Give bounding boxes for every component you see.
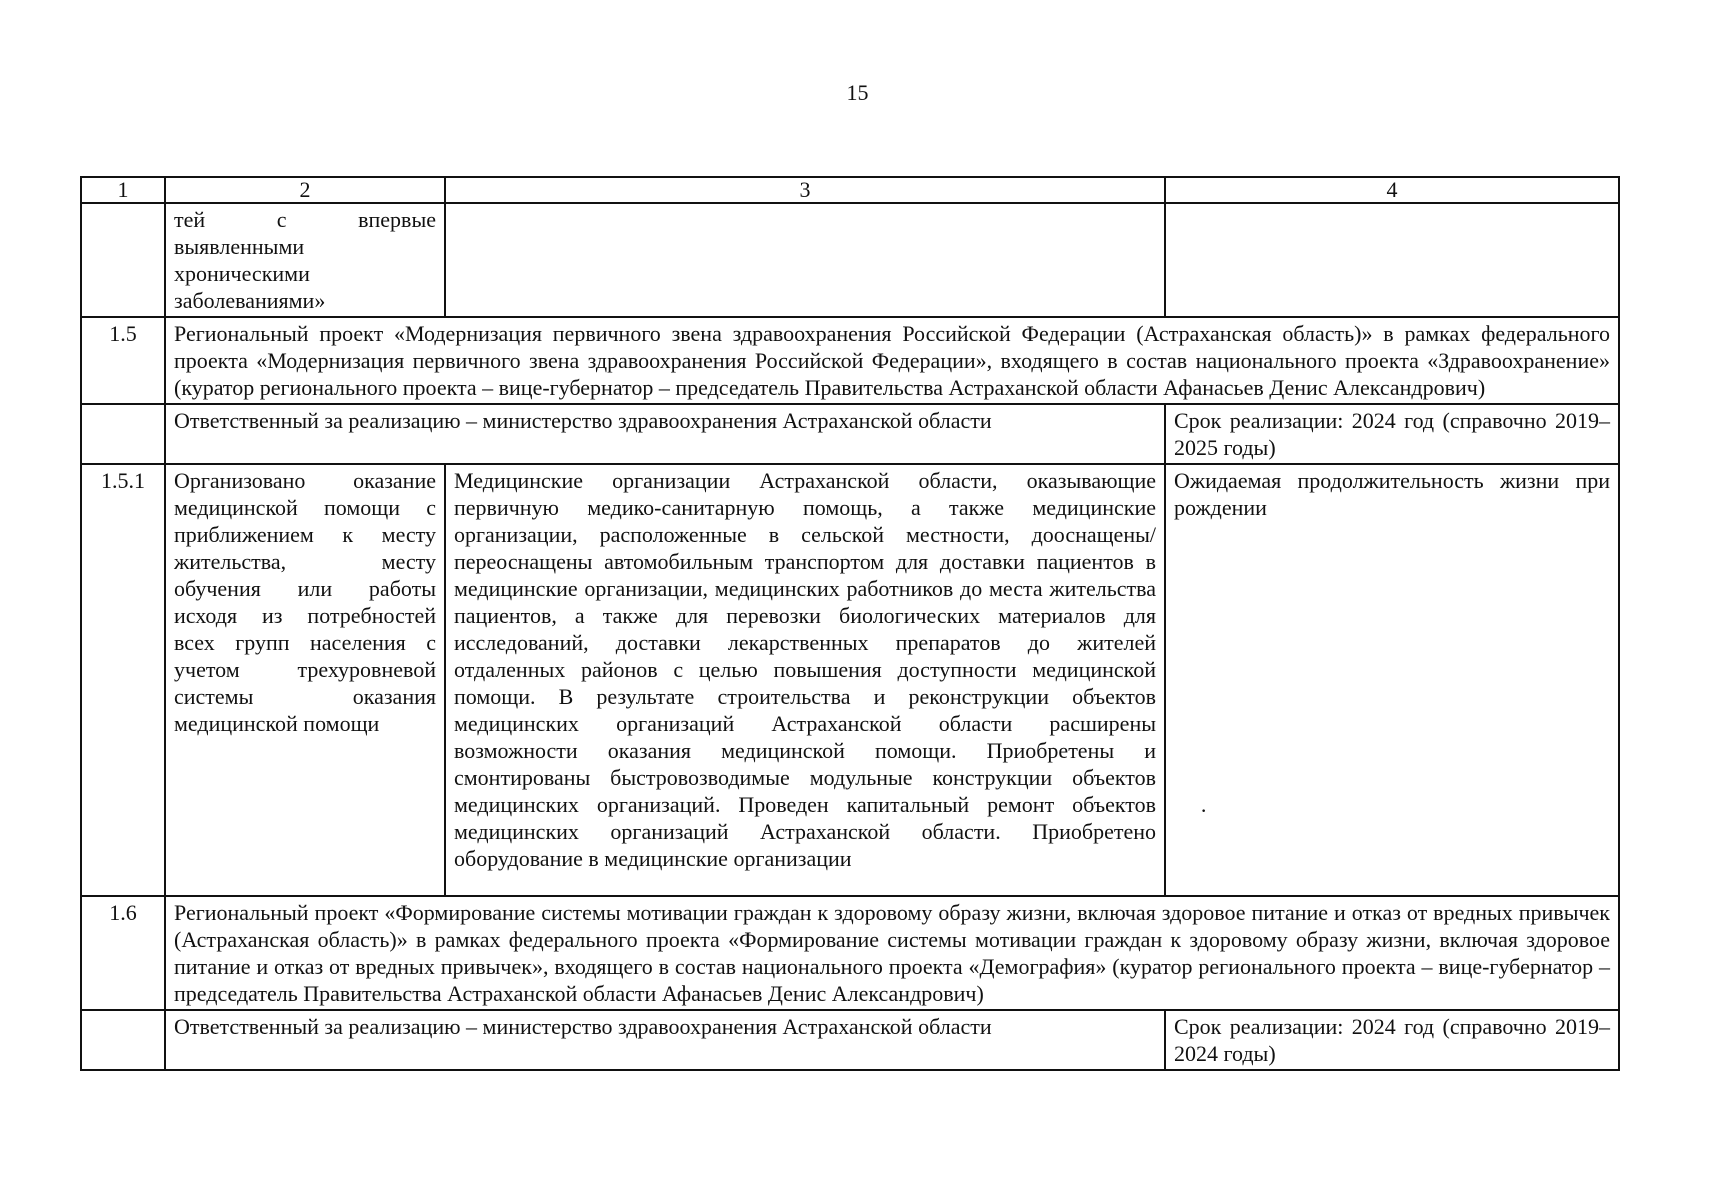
responsible-row-1-6 [81,1010,1619,1070]
task-text: Организовано оказание медицинской помощи с приближением к месту жительства, месту обучения или работы исходя из потребностей всех групп населения с учетом трехуровневой системы оказания медицинской помощи [165,464,445,896]
responsible-text: Ответственный за реализацию – министерство здравоохранения Астраханской области [165,404,1165,464]
column-number-3: 3 [445,177,1165,203]
continuation-task: тей с впервые выявленными хроническими заболеваниями» [165,203,445,317]
responsible-row-1-5 [81,404,1619,464]
section-number: 1.5 [81,317,165,404]
section-title: Региональный проект «Модернизация первичного звена здравоохранения Российской Федерации (Астраханская область)» в рамках федерального проекта «Модернизация первичного звена здравоохранения Российской Федерации», входящего в состав национального проекта «Здравоохранение» (куратор регионального проекта – вице-губернатор – председатель Правительства Астраханской области Афанасьев Денис Александрович) [165,317,1619,404]
term-text: Срок реализации: 2024 год (справочно 2019–2025 годы) [1165,404,1619,464]
indicator-text: Ожидаемая продолжительность жизни при рождении [1165,464,1619,896]
section-row-1-6 [81,896,1619,1010]
row-number: 1.5.1 [81,464,165,896]
responsible-num [81,404,165,464]
continuation-row [81,203,1619,317]
column-number-1: 1 [81,177,165,203]
result-text: Медицинские организации Астраханской области, оказывающие первичную медико-санитарную помощь, а также медицинские организации, расположенные в сельской местности, дооснащены/переоснащены автомобильным транспортом для доставки пациентов в медицинские организации, медицинских работников до места жительства пациентов, а также для перевозки биологических материалов для исследований, доставки лекарственных препаратов до жителей отдаленных районов с целью повышения доступности медицинской помощи. В результате строительства и реконструкции объектов медицинских организаций Астраханской области расширены возможности оказания медицинской помощи. Приобретены и смонтированы быстровозводимые модульные конструкции объектов медицинских организаций. Проведен капитальный ремонт объектов медицинских организаций Астраханской области. Приобретено оборудование в медицинские организации [445,464,1165,896]
table-row-1-5-1 [81,464,1619,896]
page-number: 15 [846,80,869,105]
section-number: 1.6 [81,896,165,1010]
column-number-2: 2 [165,177,445,203]
responsible-num [81,1010,165,1070]
stray-mark: · [1200,798,1208,823]
continuation-result [445,203,1165,317]
continuation-indicator [1165,203,1619,317]
column-number-row [81,177,1619,203]
responsible-text: Ответственный за реализацию – министерство здравоохранения Астраханской области [165,1010,1165,1070]
section-title: Региональный проект «Формирование системы мотивации граждан к здоровому образу жизни, включая здоровое питание и отказ от вредных привычек (Астраханская область)» в рамках федерального проекта «Формирование системы мотивации граждан к здоровому образу жизни, включая здоровое питание и отказ от вредных привычек», входящего в состав национального проекта «Демография» (куратор регионального проекта – вице-губернатор – председатель Правительства Астраханской области Афанасьев Денис Александрович) [165,896,1619,1010]
continuation-num [81,203,165,317]
term-text: Срок реализации: 2024 год (справочно 2019–2024 годы) [1165,1010,1619,1070]
measures-table [80,176,1620,1071]
column-number-4: 4 [1165,177,1619,203]
section-row-1-5 [81,317,1619,404]
